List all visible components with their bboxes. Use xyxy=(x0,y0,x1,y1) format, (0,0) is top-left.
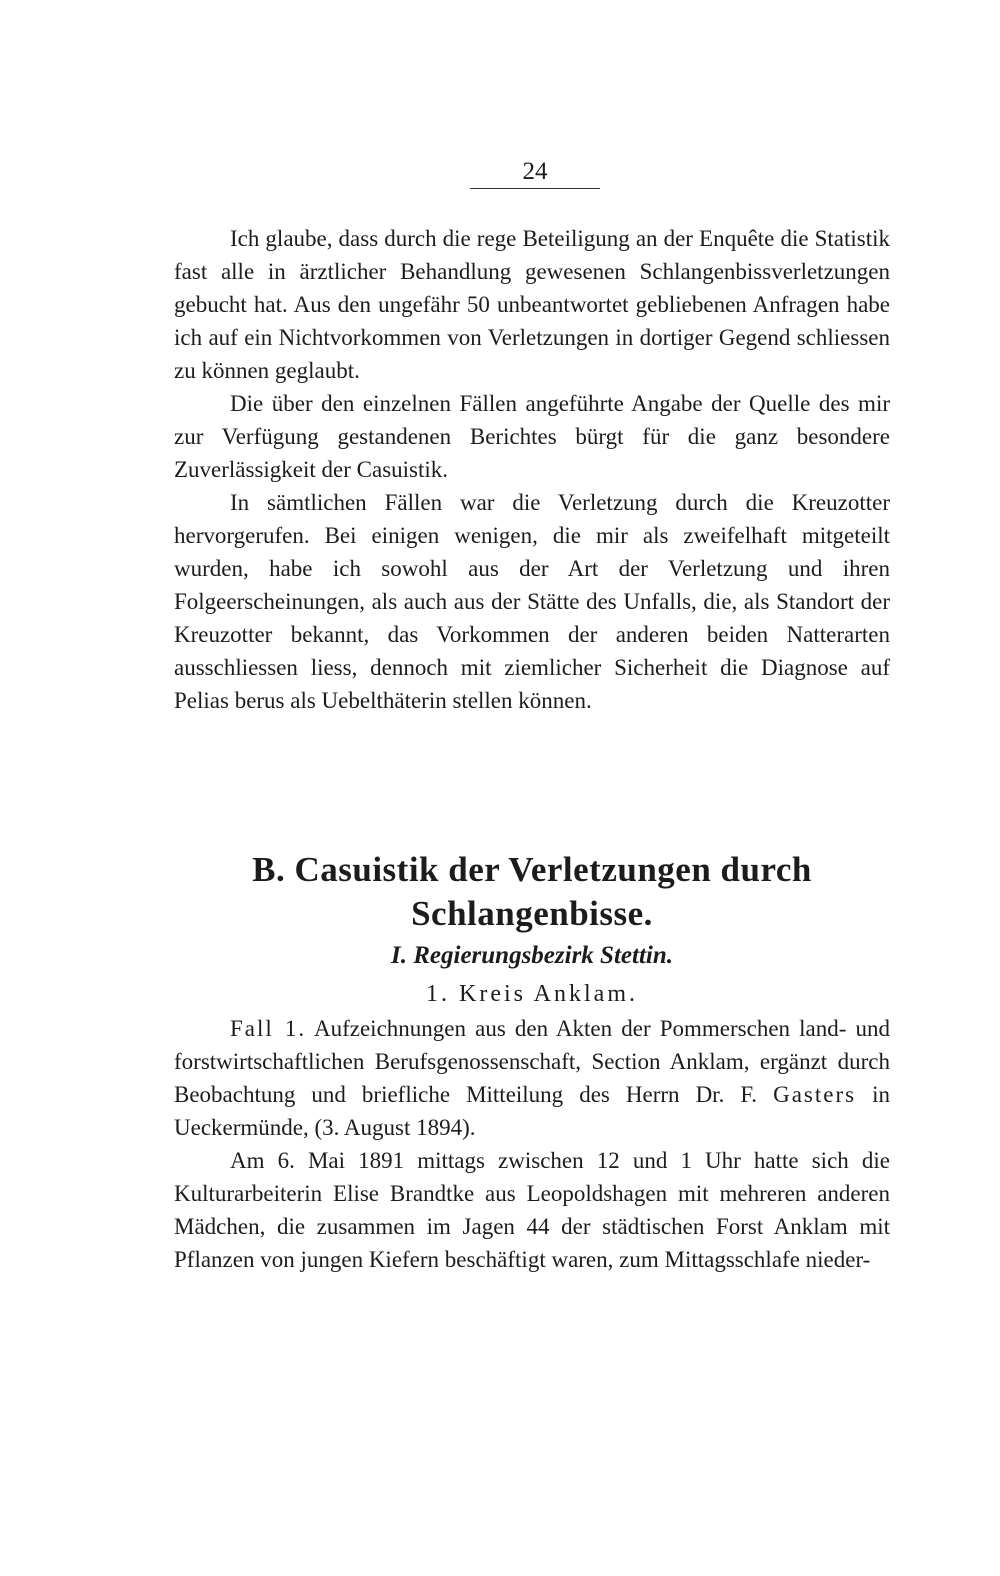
case-narrative: Am 6. Mai 1891 mittags zwischen 12 und 1 Uhr hatte sich die Kulturarbeiterin Elise Brandtke aus Leopoldshagen mit mehreren anderen Mädchen, die zusammen im Jagen 44 der städtischen Forst Anklam mit Pflanzen von jungen Kiefern beschäftigt waren, zum Mittagsschlafe nieder- xyxy=(174,1148,890,1272)
intro-text xyxy=(174,222,890,717)
page-number: 24 xyxy=(522,158,548,185)
case-text xyxy=(174,1012,890,1276)
case-source-text: Aufzeichnungen aus den Akten der Pommerschen land- und forstwirtschaftlichen Berufsgenossenschaft, Section Anklam, ergänzt durch Beobachtung und briefliche Mitteilung des Herrn Dr. F. xyxy=(174,1016,891,1107)
subsection-heading: I. Regierungsbezirk Stettin. xyxy=(391,942,673,969)
district-heading: 1. Kreis Anklam. xyxy=(426,981,638,1007)
case-person-name: Gasters xyxy=(773,1082,857,1107)
case-source-paragraph xyxy=(174,1012,890,1144)
paragraph: Die über den einzelnen Fällen angeführte Angabe der Quelle des mir zur Verfügung gestandenen Berichtes bürgt für die ganz besondere Zuverlässigkeit der Casuistik. xyxy=(174,391,890,482)
page-number-rule xyxy=(470,188,600,189)
paragraph: In sämtlichen Fällen war die Verletzung durch die Kreuzotter hervorgerufen. Bei einigen wenigen, die mir als zweifelhaft mitgeteilt wurden, habe ich sowohl aus der Art der Verletzung und ihren Folgeerscheinungen, als auch aus der Stätte des Unfalls, die, als Standort der Kreuzotter bekannt, das Vorkommen der anderen beiden Natterarten ausschliessen liess, dennoch mit ziemlicher Sicherheit die Diagnose auf Pelias berus als Uebelthäterin stellen können. xyxy=(174,490,890,713)
section-heading: B. Casuistik der Verletzungen durch Schlangenbisse. xyxy=(252,850,812,933)
case-label: Fall 1. xyxy=(230,1016,307,1041)
case-source-end: in Ueckermünde, (3. August 1894). xyxy=(174,1082,891,1140)
paragraph: Ich glaube, dass durch die rege Beteiligung an der Enquête die Statistik fast alle in ärztlicher Behandlung gewesenen Schlangenbissverletzungen gebucht hat. Aus den ungefähr 50 unbeantwortet gebliebenen Anfragen habe ich auf ein Nichtvorkommen von Verletzungen in dortiger Gegend schliessen zu können geglaubt. xyxy=(174,226,890,383)
